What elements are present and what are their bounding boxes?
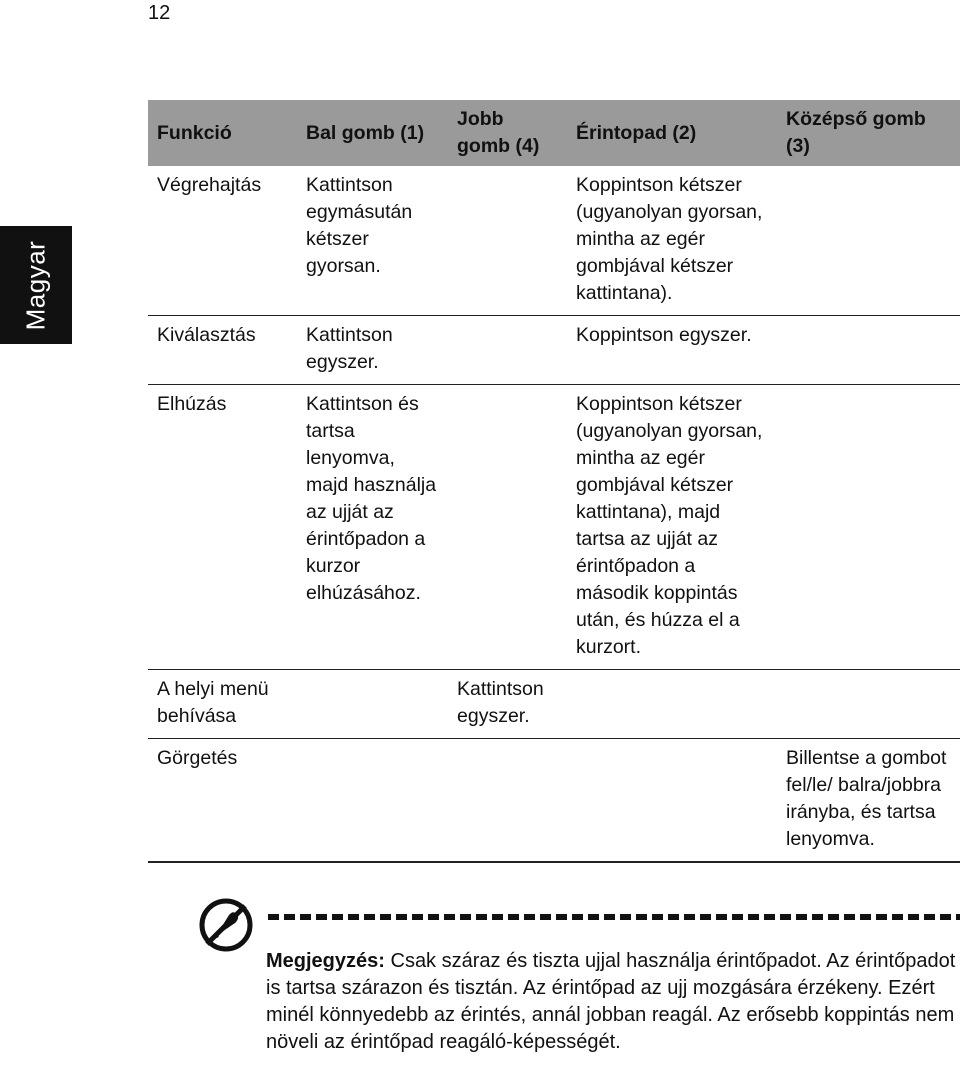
header-touchpad: Érintopad (2) (567, 100, 777, 166)
cell-left-button: Kattintson egymásután kétszer gyorsan. (297, 166, 448, 316)
table-row (148, 739, 960, 863)
cell-left-button: Kattintson egyszer. (297, 316, 448, 385)
note-paragraph (266, 948, 956, 1056)
cell-middle-button: Billentse a gombot fel/le/ balra/jobbra irányba, és tartsa lenyomva. (777, 739, 960, 863)
cell-right-button (448, 739, 567, 863)
table-header-row (148, 100, 960, 166)
header-function: Funkció (148, 100, 297, 166)
cell-function: Görgetés (148, 739, 297, 863)
header-right-button: Jobb gomb (4) (448, 100, 567, 166)
cell-middle-button (777, 316, 960, 385)
cell-function: A helyi menü behívása (148, 670, 297, 739)
cell-function: Elhúzás (148, 385, 297, 670)
cell-right-button: Kattintson egyszer. (448, 670, 567, 739)
note-label: Megjegyzés: (266, 950, 385, 972)
table-row (148, 385, 960, 670)
note-body: Csak száraz és tiszta ujjal használja érintőpadot. Az érintőpadot is tartsa szárazon és tisztán. Az érintőpad az ujj mozgására érzékeny. Ezért minél könnyedebb az érintés, annál jobban reagál. Az erősebb koppintás nem növeli az érintőpad reagáló-képességét. (266, 950, 956, 1053)
language-label: Magyar (20, 240, 51, 330)
cell-middle-button (777, 670, 960, 739)
cell-function: Végrehajtás (148, 166, 297, 316)
cell-touchpad (567, 739, 777, 863)
header-left-button: Bal gomb (1) (297, 100, 448, 166)
note-pen-icon (199, 898, 253, 952)
cell-right-button (448, 166, 567, 316)
cell-function: Kiválasztás (148, 316, 297, 385)
touchpad-function-table (148, 100, 960, 863)
cell-left-button: Kattintson és tartsa lenyomva, majd használja az ujját az érintőpadon a kurzor elhúzásához. (297, 385, 448, 670)
page-number: 12 (148, 2, 171, 24)
cell-left-button (297, 739, 448, 863)
cell-touchpad: Koppintson kétszer (ugyanolyan gyorsan, mintha az egér gombjával kétszer kattintana). (567, 166, 777, 316)
cell-middle-button (777, 166, 960, 316)
table-row (148, 316, 960, 385)
cell-middle-button (777, 385, 960, 670)
table-row (148, 166, 960, 316)
cell-touchpad: Koppintson kétszer (ugyanolyan gyorsan, mintha az egér gombjával kétszer kattintana), majd tartsa az ujját az érintőpadon a második koppintás után, és húzza el a kurzort. (567, 385, 777, 670)
header-middle-button: Középső gomb (3) (777, 100, 960, 166)
cell-touchpad (567, 670, 777, 739)
note-dashed-rule (268, 914, 960, 920)
cell-touchpad: Koppintson egyszer. (567, 316, 777, 385)
cell-left-button (297, 670, 448, 739)
cell-right-button (448, 385, 567, 670)
cell-right-button (448, 316, 567, 385)
table-row (148, 670, 960, 739)
language-side-tab (0, 226, 72, 344)
